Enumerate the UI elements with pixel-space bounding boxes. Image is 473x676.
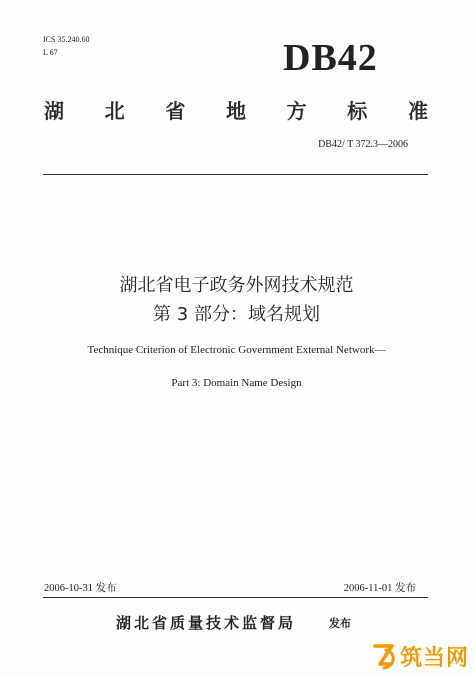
top-divider bbox=[43, 174, 428, 175]
db-logo: DB42 bbox=[283, 37, 378, 79]
zd-logo-icon bbox=[372, 642, 398, 672]
bottom-divider bbox=[43, 597, 428, 598]
classification-codes bbox=[43, 33, 89, 59]
category-char: 方 bbox=[286, 99, 307, 123]
category-char: 准 bbox=[407, 99, 428, 123]
watermark-text: 筑当网 bbox=[399, 646, 469, 671]
ccs-code: L 67 bbox=[43, 48, 58, 57]
category-char: 标 bbox=[347, 99, 368, 123]
ics-code: ICS 35.240.60 bbox=[43, 35, 90, 44]
standard-category bbox=[44, 95, 428, 124]
category-char: 北 bbox=[104, 99, 125, 123]
watermark bbox=[372, 641, 469, 672]
issue-date: 2006-10-31 发布 bbox=[44, 583, 117, 594]
issuing-authority: 湖北省质量技术监督局 bbox=[116, 614, 297, 632]
title-cn-main: 湖北省电子政务外网技术规范 bbox=[119, 275, 354, 296]
category-char: 地 bbox=[225, 99, 246, 123]
category-char: 湖 bbox=[44, 99, 64, 123]
implementation-date: 2006-11-01 发布 bbox=[343, 583, 416, 594]
issuer-suffix: 发布 bbox=[329, 617, 351, 630]
title-cn-part: 第 3 部分：域名规划 bbox=[153, 304, 320, 325]
standard-number: DB42/ T 372.3—2006 bbox=[318, 139, 408, 150]
title-en-main: Technique Criterion of Electronic Government External Network— bbox=[87, 344, 386, 356]
title-en-part: Part 3: Domain Name Design bbox=[171, 377, 302, 389]
category-char: 省 bbox=[165, 99, 186, 123]
